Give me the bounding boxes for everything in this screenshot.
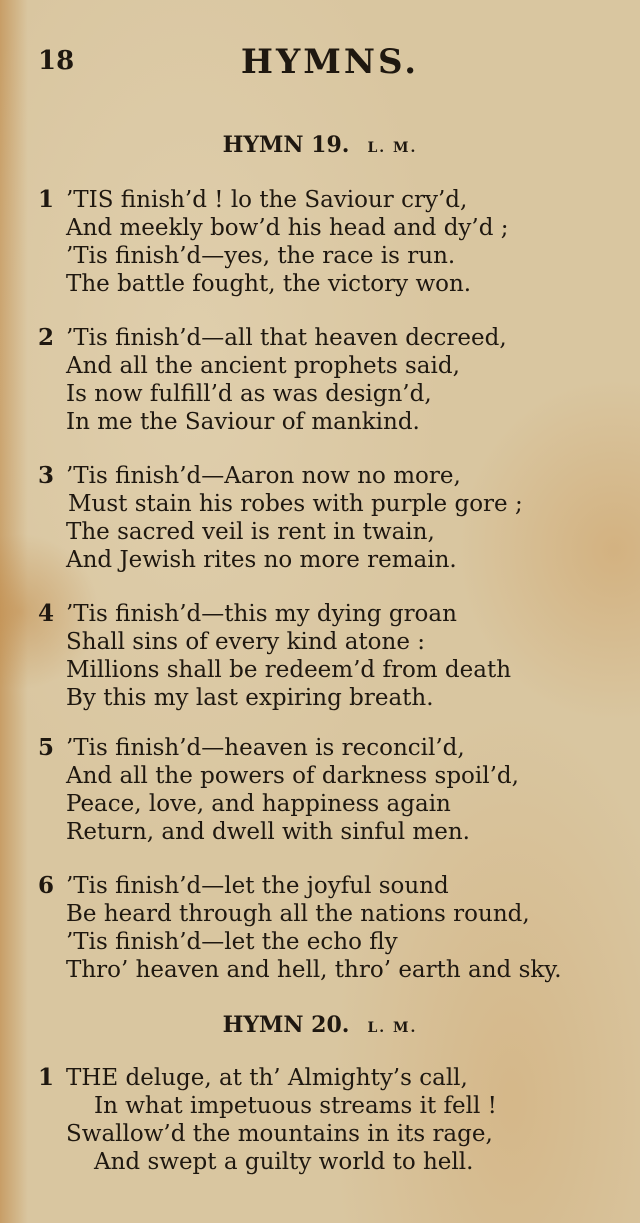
verse-line: ’Tis finish’d—this my dying groan [66, 601, 457, 627]
verse-line: THE deluge, at th’ Almighty’s call, [66, 1065, 468, 1091]
stanza-number: 1 [38, 1064, 55, 1091]
hymn-heading [0, 132, 640, 158]
verse-line: And swept a guilty world to hell. [94, 1149, 474, 1175]
verse-line: ’Tis finish’d—yes, the race is run. [66, 243, 456, 269]
verse-line: And all the ancient prophets said, [66, 353, 460, 379]
verse-line: The sacred veil is rent in twain, [66, 519, 435, 545]
verse-line: Be heard through all the nations round, [66, 901, 530, 927]
verse-line: In me the Saviour of mankind. [66, 409, 420, 435]
verse-line: ’TIS finish’d ! lo the Saviour cry’d, [66, 187, 468, 213]
hymn-meter: L. M. [367, 1020, 418, 1036]
stanza-number: 3 [38, 462, 55, 489]
verse-line: Millions shall be redeem’d from death [66, 657, 512, 683]
verse-line: Peace, love, and happiness again [66, 791, 451, 817]
verse-line: In what impetuous streams it fell ! [94, 1093, 497, 1119]
hymn-title: HYMN 19. [222, 132, 350, 158]
running-title: HYMNS. [240, 42, 420, 82]
stanza-number: 6 [38, 872, 55, 899]
verse-line: ’Tis finish’d—all that heaven decreed, [66, 325, 507, 351]
stanza-number: 5 [38, 734, 55, 761]
hymn-heading [0, 1012, 640, 1038]
verse-line: Thro’ heaven and hell, thro’ earth and sky. [66, 957, 562, 983]
verse-line: And meekly bow’d his head and dy’d ; [66, 215, 509, 241]
verse-line: Shall sins of every kind atone : [66, 629, 426, 655]
verse-line: ’Tis finish’d—let the echo fly [66, 929, 398, 955]
running-head [0, 42, 640, 86]
verse-line: Swallow’d the mountains in its rage, [66, 1121, 493, 1147]
hymn-meter: L. M. [367, 140, 418, 156]
page-number: 18 [38, 46, 75, 76]
stanza-number: 1 [38, 186, 55, 213]
verse-line: And all the powers of darkness spoil’d, [66, 763, 519, 789]
verse-line: ’Tis finish’d—Aaron now no more, [66, 463, 461, 489]
verse-line: Return, and dwell with sinful men. [66, 819, 470, 845]
verse-line: And Jewish rites no more remain. [66, 547, 457, 573]
verse-line: ’Tis finish’d—heaven is reconcil’d, [66, 735, 465, 761]
verse-line: The battle fought, the victory won. [66, 271, 472, 297]
stanza-number: 4 [38, 600, 55, 627]
hymn-title: HYMN 20. [222, 1012, 350, 1038]
verse-line: Is now fulfill’d as was design’d, [66, 381, 432, 407]
verse-line: By this my last expiring breath. [66, 685, 434, 711]
stanza-number: 2 [38, 324, 55, 351]
verse-line: Must stain his robes with purple gore ; [68, 491, 523, 517]
verse-line: ’Tis finish’d—let the joyful sound [66, 873, 449, 899]
